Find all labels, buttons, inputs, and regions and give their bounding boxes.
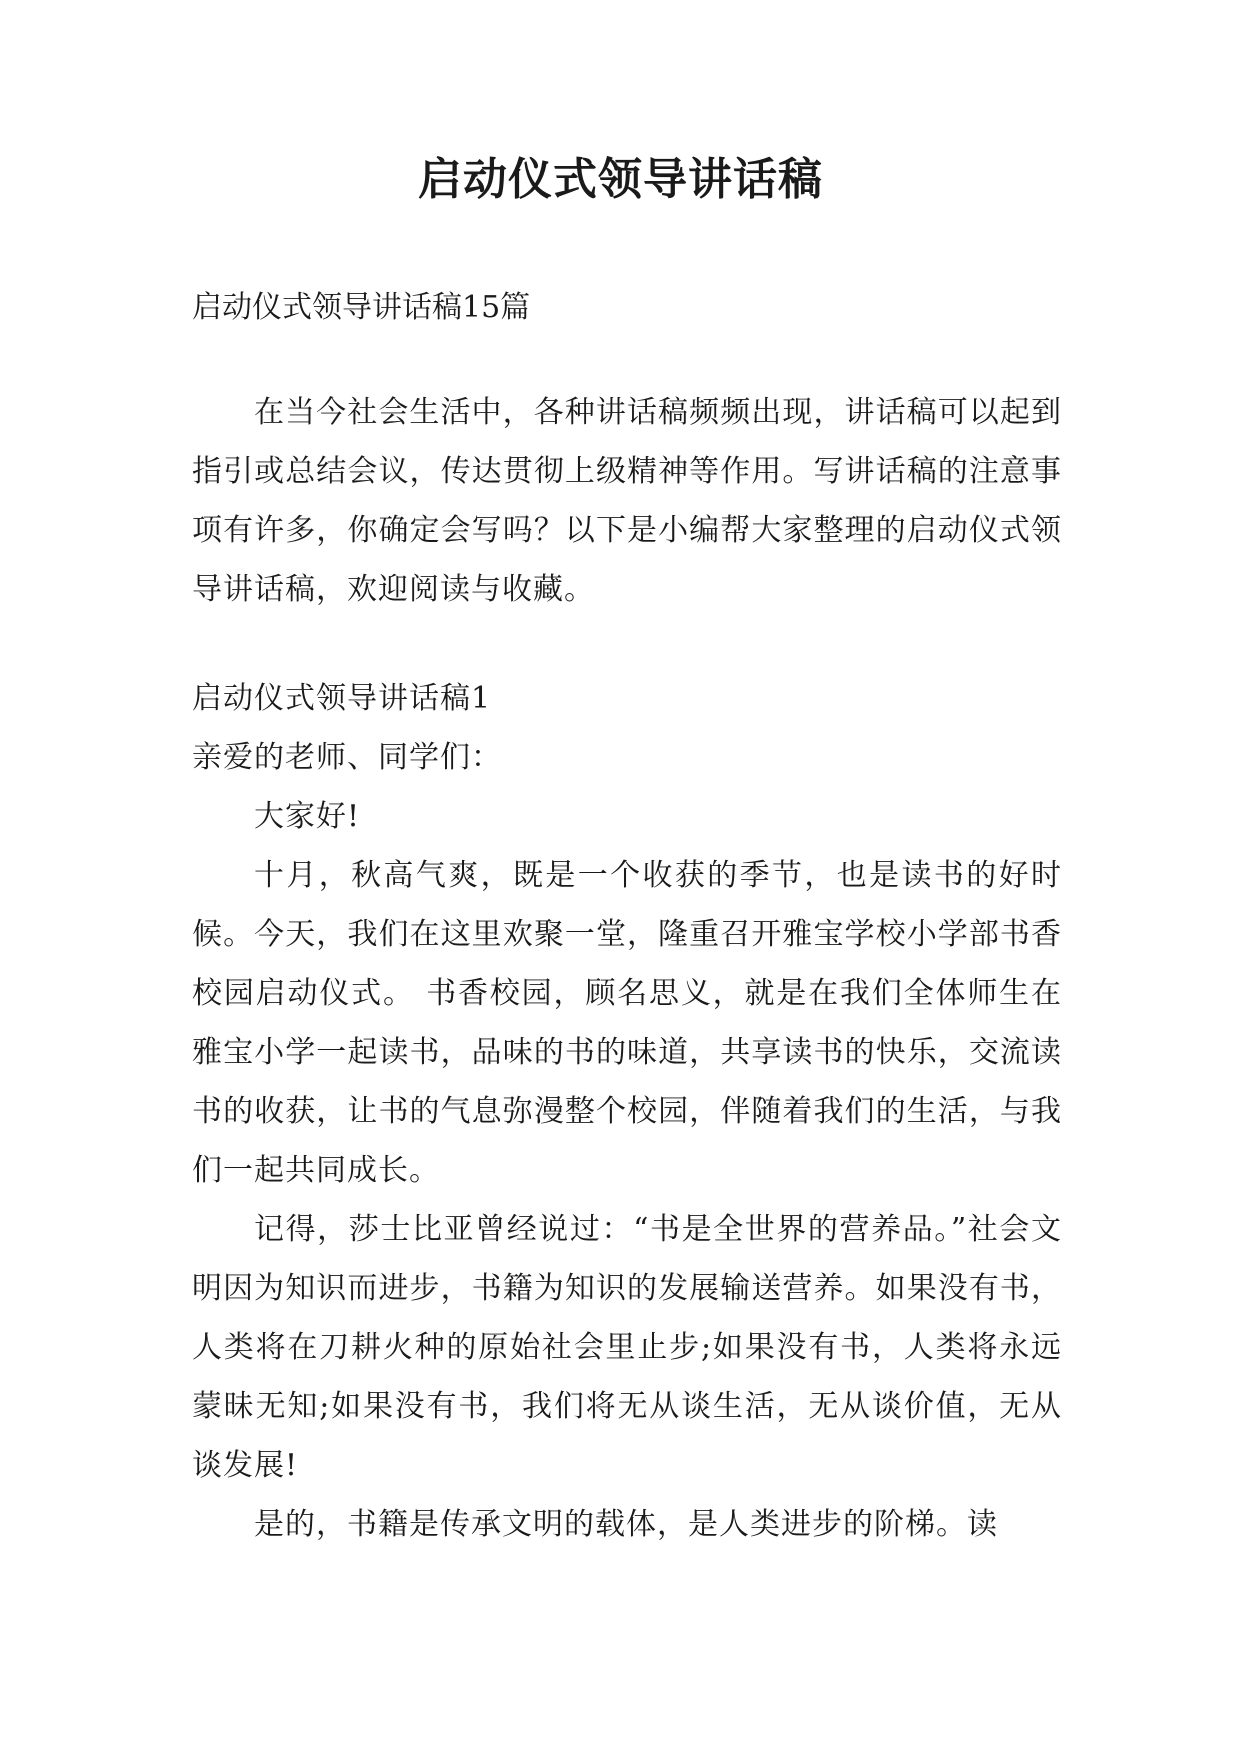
greeting: 大家好!: [254, 799, 361, 834]
document-title: 启动仪式领导讲话稿: [418, 154, 823, 205]
salutation: 亲爱的老师、同学们：: [192, 740, 502, 775]
document-subtitle: 启动仪式领导讲话稿15篇: [192, 290, 531, 325]
intro-paragraph: 在当今社会生活中，各种讲话稿频频出现，讲话稿可以起到指引或总结会议，传达贯彻上级精神等作用。写讲话稿的注意事项有许多，你确定会写吗？以下是小编帮大家整理的启动仪式领导讲话稿，欢迎阅读与收藏。: [192, 395, 1062, 607]
body-paragraph: 十月，秋高气爽，既是一个收获的季节，也是读书的好时候。今天，我们在这里欢聚一堂，隆重召开雅宝学校小学部书香校园启动仪式。 书香校园，顾名思义，就是在我们全体师生在雅宝小学一起读书，品味的书的味道，共享读书的快乐，交流读书的收获，让书的气息弥漫整个校园，伴随着我们的生活，与我们一起共同成长。: [192, 858, 1062, 1188]
document-body: [192, 288, 1062, 1554]
section-heading: 启动仪式领导讲话稿1: [192, 681, 492, 716]
body-paragraph: 记得，莎士比亚曾经说过：“书是全世界的营养品。”社会文明因为知识而进步，书籍为知识的发展输送营养。如果没有书，人类将在刀耕火种的原始社会里止步;如果没有书，人类将永远蒙昧无知;如果没有书，我们将无从谈生活，无从谈价值，无从谈发展!: [192, 1212, 1062, 1483]
body-paragraph: 是的，书籍是传承文明的载体，是人类进步的阶梯。读: [254, 1507, 998, 1542]
